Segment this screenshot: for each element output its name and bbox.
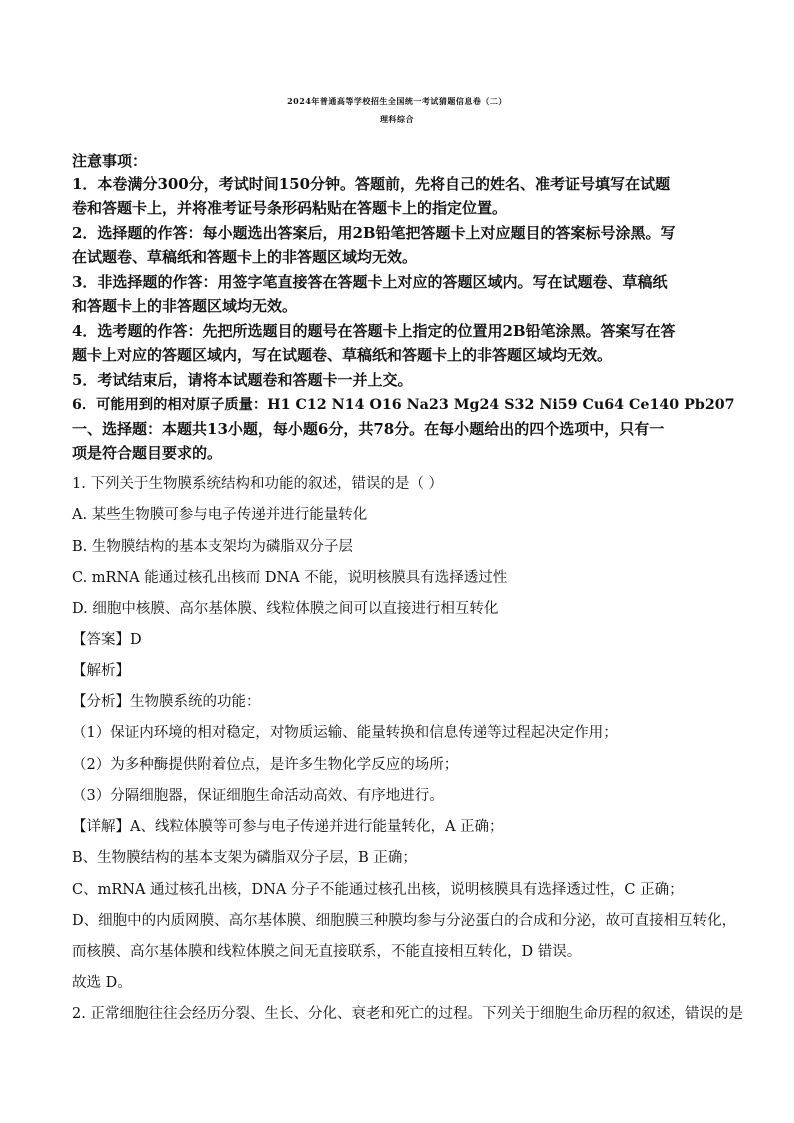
question-option: B. 生物膜结构的基本支架均为磷脂双分子层 (72, 539, 353, 555)
analysis-line: 【详解】A、线粒体膜等可参与电子传递并进行能量转化，A 正确； (72, 819, 504, 835)
question-stem: 1. 下列关于生物膜系统结构和功能的叙述，错误的是（ ） (72, 476, 444, 492)
analysis-line: D、细胞中的内质网膜、高尔基体膜、细胞膜三种膜均参与分泌蛋白的合成和分泌，故可直接相互转化， (72, 913, 737, 929)
notice-line: 1．本卷满分300分，考试时间150分钟。答题前，先将自己的姓名、准考证号填写在试题 (72, 175, 671, 193)
question-option: A. 某些生物膜可参与电子传递并进行能量转化 (72, 507, 368, 523)
answer-label: 【答案】D (72, 632, 142, 648)
page-title: 2024年普通高等学校招生全国统一考试猜题信息卷（二） (287, 96, 507, 106)
notice-line: 6．可能用到的相对原子质量：H1 C12 N14 O16 Na23 Mg24 S32 Ni59 Cu64 Ce140 Pb207 (72, 397, 735, 413)
analysis-line: 而核膜、高尔基体膜和线粒体膜之间无直接联系，不能直接相互转化，D 错误。 (72, 944, 582, 960)
notice-heading: 注意事项： (72, 152, 148, 170)
analysis-line: 【分析】生物膜系统的功能： (72, 694, 261, 710)
notice-line: 卷和答题卡上，并将准考证号条形码粘贴在答题卡上的指定位置。 (72, 199, 508, 217)
notice-line: 题卡上对应的答题区域内，写在试题卷、草稿纸和答题卡上的非答题区域均无效。 (72, 346, 613, 364)
notice-line: 5．考试结束后，请将本试题卷和答题卡一并上交。 (72, 371, 413, 389)
analysis-line: B、生物膜结构的基本支架为磷脂双分子层，B 正确； (72, 850, 417, 866)
analysis-line: （2）为多种酶提供附着位点，是许多生物化学反应的场所； (72, 757, 459, 773)
notice-line: 和答题卡上的非答题区域均无效。 (72, 297, 298, 315)
page-subtitle: 理科综合 (380, 114, 414, 124)
analysis-line: （3）分隔细胞器，保证细胞生命活动高效、有序地进行。 (72, 788, 444, 804)
question-option: D. 细胞中核膜、高尔基体膜、线粒体膜之间可以直接进行相互转化 (72, 601, 499, 617)
question-stem: 2. 正常细胞往往会经历分裂、生长、分化、衰老和死亡的过程。下列关于细胞生命历程的叙述，错误的是 (72, 1006, 743, 1022)
analysis-label: 【解析】 (72, 663, 130, 679)
analysis-line: （1）保证内环境的相对稳定，对物质运输、能量转换和信息传递等过程起决定作用； (72, 725, 618, 741)
question-option: C. mRNA 能通过核孔出核而 DNA 不能，说明核膜具有选择透过性 (72, 570, 508, 586)
analysis-line: 故选 D。 (72, 975, 132, 991)
section-heading: 一、选择题：本题共13小题，每小题6分，共78分。在每小题给出的四个选项中，只有一 (72, 420, 665, 438)
notice-line: 2．选择题的作答：每小题选出答案后，用2B铅笔把答题卡上对应题目的答案标号涂黑。写 (72, 224, 676, 242)
section-heading: 项是符合题目要求的。 (72, 444, 223, 462)
notice-line: 4．选考题的作答：先把所选题目的题号在答题卡上指定的位置用2B铅笔涂黑。答案写在答 (72, 322, 676, 340)
analysis-line: C、mRNA 通过核孔出核，DNA 分子不能通过核孔出核，说明核膜具有选择透过性，C 正确； (72, 882, 684, 898)
notice-line: 在试题卷、草稿纸和答题卡上的非答题区域均无效。 (72, 248, 418, 266)
notice-line: 3．非选择题的作答：用签字笔直接答在答题卡上对应的答题区域内。写在试题卷、草稿纸 (72, 273, 668, 291)
